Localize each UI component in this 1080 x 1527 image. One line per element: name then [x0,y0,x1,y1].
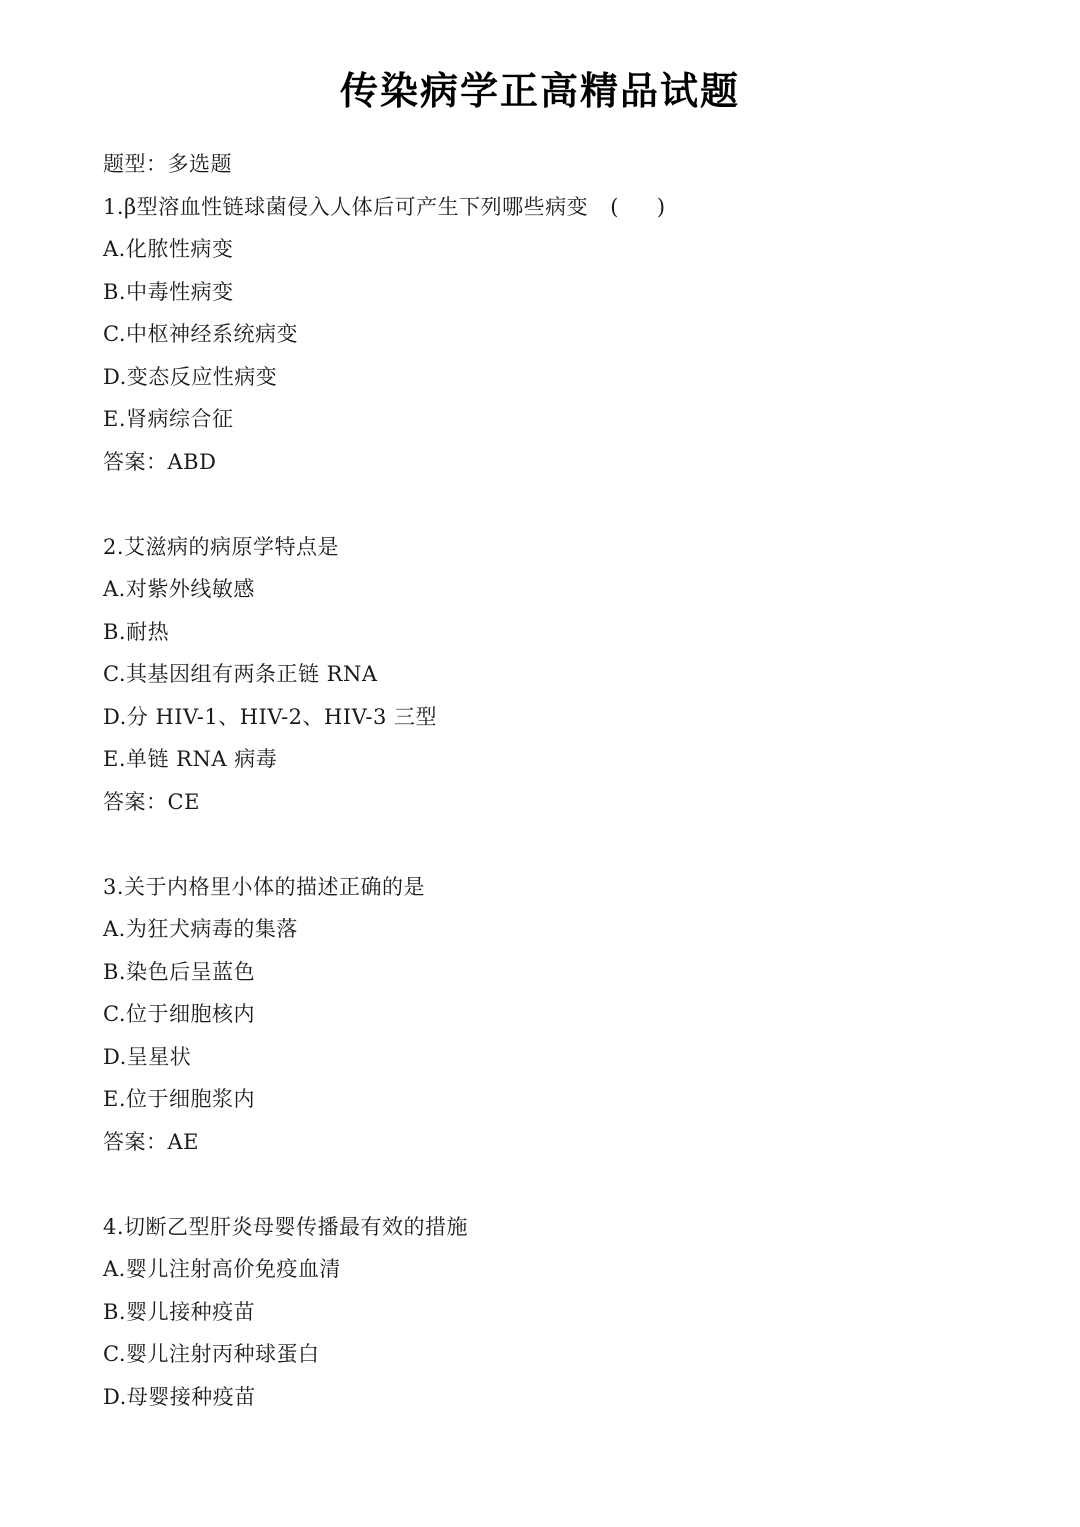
spacer [103,823,1003,866]
question-4-option-b: B.婴儿接种疫苗 [103,1299,256,1324]
question-2-answer: 答案：CE [103,789,200,814]
question-1-option-d: D.变态反应性病变 [103,364,278,389]
question-1-stem: 1.β型溶血性链球菌侵入人体后可产生下列哪些病变 [103,194,589,219]
spacer [103,1163,1003,1206]
question-1-option-e: E.肾病综合征 [103,407,234,431]
question-4-option-a: A.婴儿注射高价免疫血清 [103,1257,341,1281]
question-3-option-c: C.位于细胞核内 [103,1002,255,1026]
question-3-stem: 3.关于内格里小体的描述正确的是 [103,874,426,899]
question-4-option-d: D.母婴接种疫苗 [103,1384,256,1409]
question-2-stem: 2.艾滋病的病原学特点是 [103,534,340,559]
question-3-option-b: B.染色后呈蓝色 [103,959,256,984]
question-2-option-a: A.对紫外线敏感 [103,577,255,601]
question-1-option-a: A.化脓性病变 [103,237,234,261]
question-3-answer: 答案：AE [103,1129,199,1154]
question-2-option-d: D.分 HIV-1、HIV-2、HIV-3 三型 [103,704,438,729]
question-4-stem: 4.切断乙型肝炎母婴传播最有效的措施 [103,1214,469,1239]
question-type-line: 题型：多选题 [103,152,232,176]
answer-blank: ( ) [610,194,666,219]
question-1-stem-line [103,186,1003,229]
spacer [103,483,1003,526]
question-4-option-c: C.婴儿注射丙种球蛋白 [103,1342,320,1366]
question-3-option-e: E.位于细胞浆内 [103,1087,256,1111]
question-2-option-c: C.其基因组有两条正链 RNA [103,662,378,686]
document-body [103,143,1003,1418]
question-1-answer: 答案：ABD [103,449,217,474]
question-2-option-b: B.耐热 [103,619,170,644]
question-3-option-a: A.为狂犬病毒的集落 [103,917,298,941]
question-2-option-e: E.单链 RNA 病毒 [103,747,278,771]
page-title: 传染病学正高精品试题 [339,69,740,113]
question-1-option-b: B.中毒性病变 [103,279,234,304]
question-1-option-c: C.中枢神经系统病变 [103,322,298,346]
question-3-option-d: D.呈星状 [103,1044,192,1069]
